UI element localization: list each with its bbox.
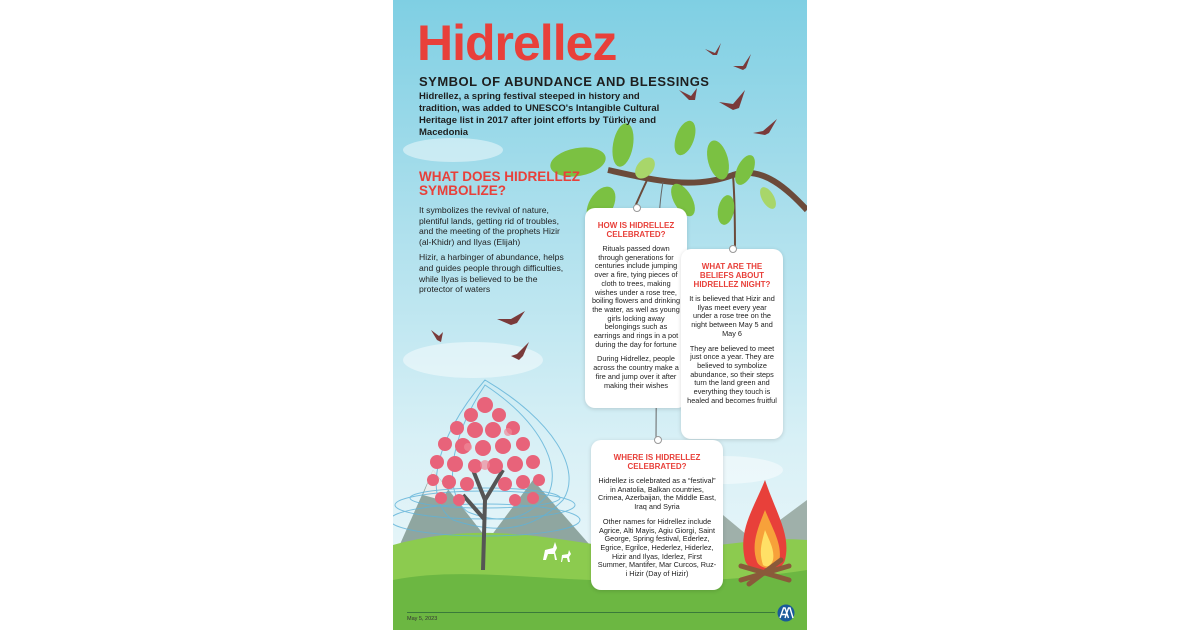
footer-divider <box>407 612 775 613</box>
poster-subtitle: SYMBOL OF ABUNDANCE AND BLESSINGS <box>419 74 710 89</box>
pin-icon <box>729 245 737 253</box>
card-how-celebrated <box>585 208 687 408</box>
symbolize-paragraph: It symbolizes the revival of nature, plentiful lands, getting rid of troubles, and the meeting of the prophets Hizir (al-Khidr) and Ilyas (Elijah) <box>419 205 560 247</box>
card-heading: WHAT ARE THE BELIEFS ABOUT HIDRELLEZ NIGHT? <box>693 262 771 289</box>
card-paragraph: They are believed to meet just once a year. They are believed to symbolize abundance, so their steps turn the land green and everything they touch is healed and becomes fruitful <box>687 343 777 405</box>
intro-text: Hidrellez, a spring festival steeped in history and tradition, was added to UNESCO's Intangible Cultural Heritage list in 2017 after joint efforts by Türkiye and Macedonia <box>419 91 660 138</box>
footer-date: May 5, 2023 <box>407 616 438 622</box>
card-paragraph: Hidrellez is celebrated as a “festival” in Anatolia, Balkan countries, Crimea, Azerbaijan, the Middle East, Iraq and Syria <box>597 476 717 512</box>
card-where-celebrated <box>591 440 723 590</box>
infographic-poster <box>393 0 807 630</box>
poster-title: Hidrellez <box>417 15 617 71</box>
symbolize-paragraph: Hizir, a harbinger of abundance, helps and guides people through difficulties, while Ilyas is believed to be the protector of waters <box>419 252 564 295</box>
card-paragraph: Other names for Hidrellez include Agrice, Alti Mayis, Agiu Giorgi, Saint George, Spring festival, Ederlez, Egrice, Egrilce, Hederlez, Hiderlez, Hizir and Ilyas, Iderlez, First Summer, Mantifer, Mar Curcos, Ruz-i Hizir (Day of Hizir) <box>597 516 717 579</box>
pin-icon <box>633 204 641 212</box>
bonfire-icon <box>741 480 789 584</box>
card-paragraph: Rituals passed down through generations for centuries include jumping over a fire, tying pieces of cloth to trees, making wishes under a rose tree, boiling flowers and drinking the water, as well as young girls locking away belongings such as earrings and rings in a pot during the day for fortune <box>591 244 681 349</box>
card-beliefs <box>681 249 783 439</box>
card-heading: WHERE IS HIDRELLEZ CELEBRATED? <box>613 453 701 471</box>
pin-icon <box>654 436 662 444</box>
symbolize-text <box>419 205 564 300</box>
symbolize-heading: WHAT DOES HIDRELLEZ SYMBOLIZE? <box>419 169 580 198</box>
card-heading: HOW IS HIDRELLEZ CELEBRATED? <box>597 221 675 239</box>
card-paragraph: It is believed that Hizir and Ilyas meet every year under a rose tree on the night between May 5 and May 6 <box>689 294 775 338</box>
aa-logo-icon <box>777 604 795 622</box>
card-paragraph: During Hidrellez, people across the country make a fire and jump over it after making their wishes <box>593 354 679 390</box>
